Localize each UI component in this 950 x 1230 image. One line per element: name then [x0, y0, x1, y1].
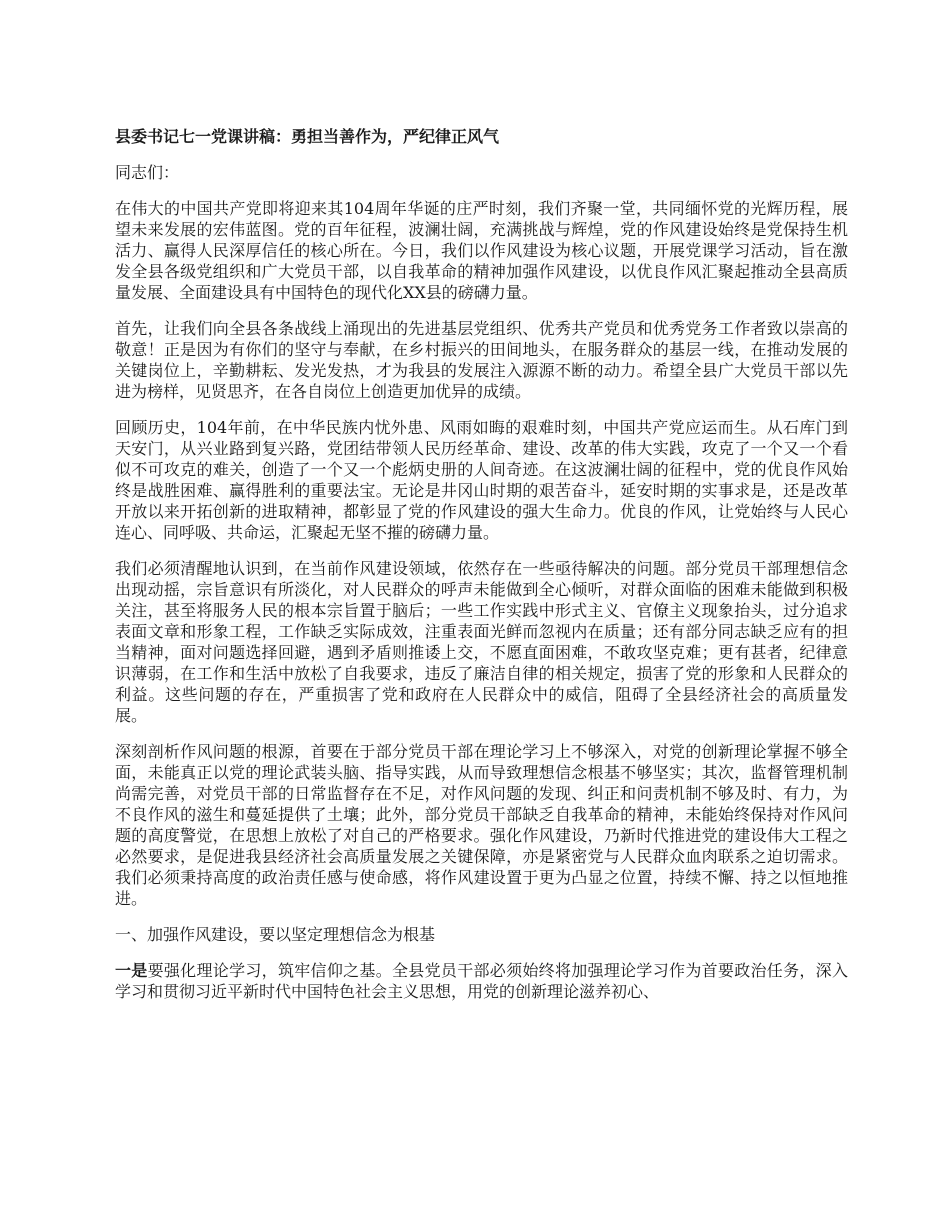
document-title: 县委书记七一党课讲稿：勇担当善作为，严纪律正风气 — [115, 127, 500, 146]
point-lead: 一是 — [115, 961, 148, 980]
paragraph-point-1 — [115, 960, 848, 1002]
paragraph-problems: 我们必须清醒地认识到，在当前作风建设领域，依然存在一些亟待解决的问题。部分党员干部理想信念出现动摇，宗旨意识有所淡化，对人民群众的呼声未能做到全心倾听，对群众面临的困难未能做到积极关注，甚至将服务人民的根本宗旨置于脑后；一些工作实践中形式主义、官僚主义现象抬头，过分追求表面文章和形象工程，工作缺乏实际成效，注重表面光鲜而忽视内在质量；还有部分同志缺乏应有的担当精神，面对问题选择回避，遇到矛盾则推诿上交，不愿直面困难，不敢攻坚克难；更有甚者，纪律意识薄弱，在工作和生活中放松了自我要求，违反了廉洁自律的相关规定，损害了党的形象和人民群众的利益。这些问题的存在，严重损害了党和政府在人民群众中的威信，阻碍了全县经济社会的高质量发展。 — [115, 559, 848, 725]
paragraph-root-causes: 深刻剖析作风问题的根源，首要在于部分党员干部在理论学习上不够深入，对党的创新理论掌握不够全面，未能真正以党的理论武装头脑、指导实践，从而导致理想信念根基不够坚实；其次，监督管理机制尚需完善，对党员干部的日常监督存在不足，对作风问题的发现、纠正和问责机制不够及时、有力，为不良作风的滋生和蔓延提供了土壤；此外，部分党员干部缺乏自我革命的精神，未能始终保持对作风问题的高度警觉，在思想上放松了对自己的严格要求。强化作风建设，乃新时代推进党的建设伟大工程之必然要求，是促进我县经济社会高质量发展之关键保障，亦是紧密党与人民群众血肉联系之迫切需求。我们必须秉持高度的政治责任感与使命感，将作风建设置于更为凸显之位置，持续不懈、持之以恒地推进。 — [115, 742, 848, 908]
paragraph-history: 回顾历史，104年前，在中华民族内忧外患、风雨如晦的艰难时刻，中国共产党应运而生。从石库门到天安门，从兴业路到复兴路，党团结带领人民历经革命、建设、改革的伟大实践，攻克了一个又一个看似不可攻克的难关，创造了一个又一个彪炳史册的人间奇迹。在这波澜壮阔的征程中，党的优良作风始终是战胜困难、赢得胜利的重要法宝。无论是井冈山时期的艰苦奋斗，延安时期的实事求是，还是改革开放以来开拓创新的进取精神，都彰显了党的作风建设的强大生命力。优良的作风，让党始终与人民心连心、同呼吸、共命运，汇聚起无坚不摧的磅礴力量。 — [115, 418, 848, 542]
paragraph-intro: 在伟大的中国共产党即将迎来其104周年华诞的庄严时刻，我们齐聚一堂，共同缅怀党的光辉历程，展望未来发展的宏伟蓝图。党的百年征程，波澜壮阔，充满挑战与辉煌，党的作风建设始终是党保持生机活力、赢得人民深厚信任的核心所在。今日，我们以作风建设为核心议题，开展党课学习活动，旨在激发全县各级党组织和广大党员干部，以自我革命的精神加强作风建设，以优良作风汇聚起推动全县高质量发展、全面建设具有中国特色的现代化XX县的磅礴力量。 — [115, 199, 848, 302]
point-text: 要强化理论学习，筑牢信仰之基。全县党员干部必须始终将加强理论学习作为首要政治任务，深入学习和贯彻习近平新时代中国特色社会主义思想，用党的创新理论滋养初心、 — [115, 961, 848, 1001]
document-page — [115, 126, 848, 1017]
paragraph-tribute: 首先，让我们向全县各条战线上涌现出的先进基层党组织、优秀共产党员和优秀党务工作者致以崇高的敬意！正是因为有你们的坚守与奉献，在乡村振兴的田间地头，在服务群众的基层一线，在推动发展的关键岗位上，辛勤耕耘、发光发热，才为我县的发展注入源源不断的动力。希望全县广大党员干部以先进为榜样，见贤思齐，在各自岗位上创造更加优异的成绩。 — [115, 319, 848, 401]
section-heading-1: 一、加强作风建设，要以坚定理想信念为根基 — [115, 925, 436, 944]
salutation: 同志们： — [115, 163, 180, 182]
